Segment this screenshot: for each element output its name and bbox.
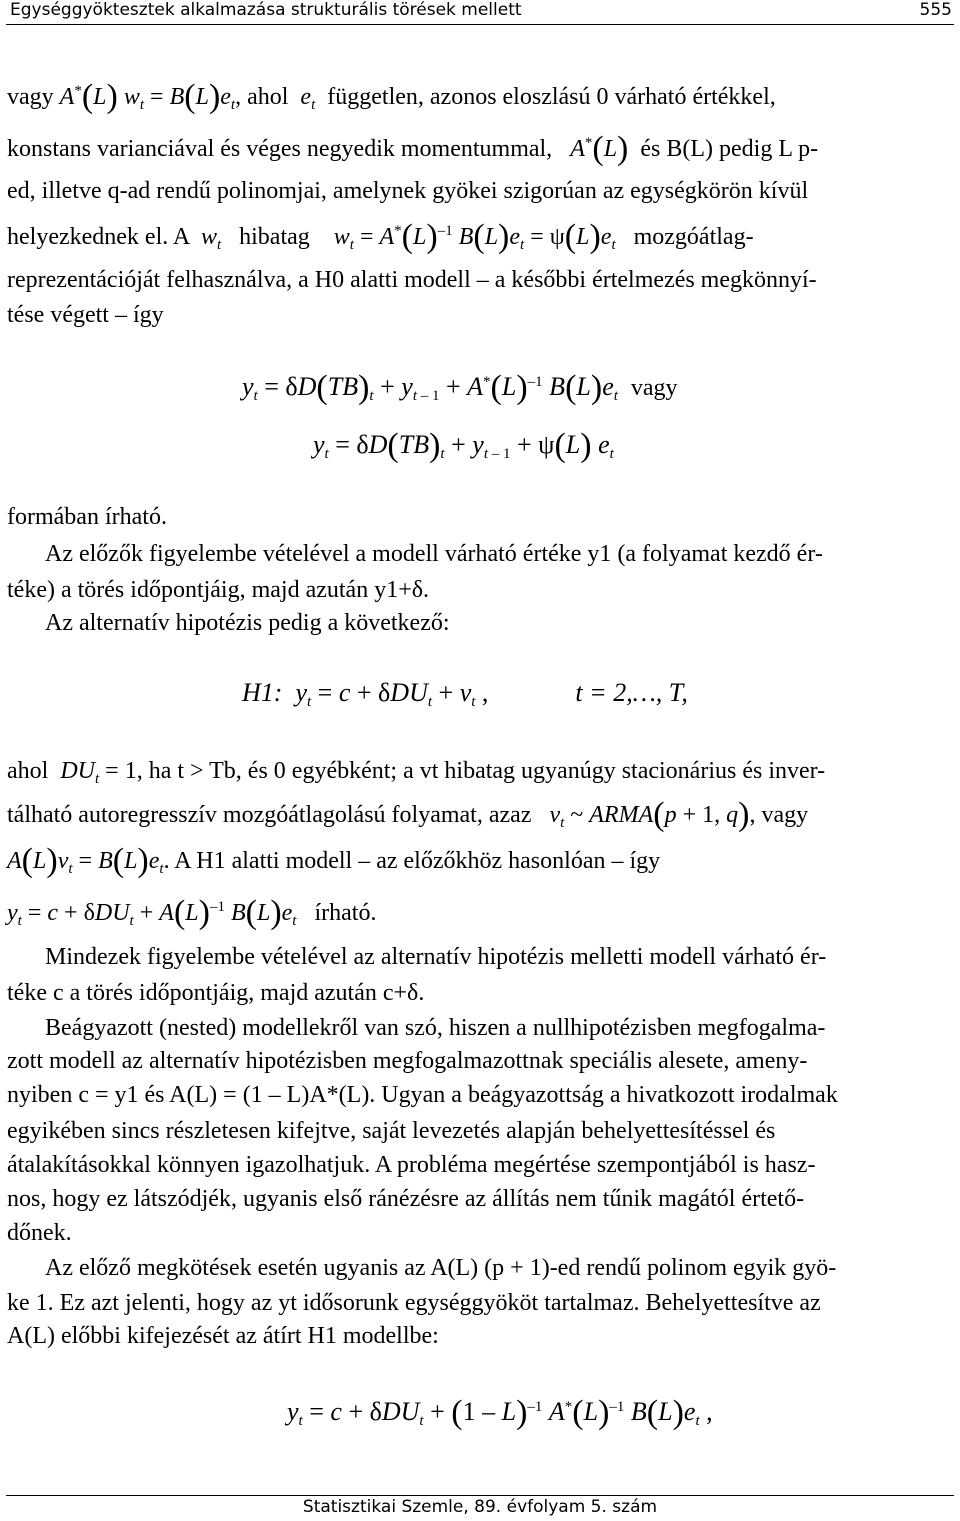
text-line: formában írható. <box>7 504 167 530</box>
formula: $e_t$ <box>300 84 316 113</box>
text-line: ke 1. Ez azt jelenti, hogy az yt idősorunk egységgyököt tartalmaz. Behelyettesítve az <box>7 1290 821 1316</box>
text-span: , ha t > Tb, és 0 egyébként; a vt hibatag ugyanúgy stacionárius és inver- <box>136 758 826 784</box>
text-line: nyiben c = y1 és A(L) = (1 – L)A*(L). Ugyan a beágyazottság a hivatkozott irodalmak <box>7 1082 838 1108</box>
text-line: téke c a törés időpontjáig, majd azután c+δ. <box>7 980 425 1006</box>
text-span: tálható autoregresszív mozgóátlagolású folyamat, azaz <box>7 802 532 828</box>
page-number: 555 <box>919 0 952 20</box>
text-line: ed, illetve q-ad rendű polinomjai, amelynek gyökei szigorúan az egységkörön kívül <box>7 178 809 204</box>
h1-range: t = 2,…, T, <box>575 678 688 707</box>
text-span: írható. <box>314 900 377 926</box>
equation-2: $y_t = \delta D(TB)_t + y_{t - 1} + \psi(L)$ $e_t$ <box>313 427 614 464</box>
text-line: Az alternatív hipotézis pedig a következő: <box>45 610 450 636</box>
text-line <box>7 894 953 931</box>
text-line <box>7 218 953 255</box>
text-span: konstans varianciával és véges negyedik momentummal, <box>7 136 553 162</box>
text-line: tése végett – így <box>7 302 164 328</box>
text-span: mozgóátlag- <box>633 224 754 250</box>
footer-rule <box>6 1495 954 1496</box>
text-line <box>7 842 953 879</box>
text-span: helyezkednek el. A <box>7 224 189 250</box>
text-line: téke) a törés időpontjáig, majd azután y1+δ. <box>7 577 430 603</box>
text-line: Beágyazott (nested) modellekről van szó, hiszen a nullhipotézisben megfogalma- <box>45 1015 826 1041</box>
text-line <box>7 78 953 115</box>
journal-name: Statisztikai Szemle, 89. évfolyam 5. szám <box>302 1497 658 1517</box>
text-span: független, azonos eloszlású 0 várható értékkel, <box>327 84 776 110</box>
h1-label: H1: <box>242 678 283 707</box>
text-line: nos, hogy ez látszódjék, ugyanis első ránézésre az állítás nem tűnik magától értető- <box>7 1186 805 1212</box>
formula: $v_t$ ~ ARMA(p + 1, q) <box>549 796 750 833</box>
formula: $DU_t = 1$ <box>60 758 137 787</box>
text-line <box>7 756 953 786</box>
text-span: vagy <box>630 375 678 401</box>
text-line: zott modell az alternatív hipotézisben megfogalmazottnak speciális alesete, ameny- <box>7 1048 808 1074</box>
text-line: egyikében sincs részletesen kifejtve, saját levezetés alapján behelyettesítéssel és <box>7 1118 776 1144</box>
equation-h1: H1: $y_t = c + \delta DU_t + v_t$ , t = 2,…, T, <box>242 678 688 710</box>
text-span: vagy <box>7 84 54 110</box>
header-rule <box>6 24 954 25</box>
text-span: ahol <box>7 758 49 784</box>
formula: A*(L) <box>570 130 629 167</box>
text-span: , vagy <box>749 802 809 828</box>
text-line <box>7 796 953 833</box>
text-line: reprezentációját felhasználva, a H0 alatti modell – a későbbi értelmezés megkönnyí- <box>7 267 817 293</box>
text-line: Az előző megkötések esetén ugyanis az A(L) (p + 1)-ed rendű polinom egyik gyö- <box>45 1255 837 1281</box>
running-header <box>0 0 960 22</box>
formula: $A(L)v_t = B(L)e_t$ <box>7 842 164 879</box>
text-span: , ahol <box>235 84 289 110</box>
running-footer <box>0 1495 960 1521</box>
text-line: átalakításokkal könnyen igazolhatjuk. A probléma megértése szempontjából is hasz- <box>7 1152 816 1178</box>
header-title: Egységgyöktesztek alkalmazása strukturális törések mellett <box>10 0 522 20</box>
text-span: hibatag <box>239 224 310 250</box>
formula: $w_t$ <box>200 224 222 253</box>
equation-1: $y_t = \delta D(TB)_t + y_{t - 1} + A^*(L)^{-1}$ $B(L)e_t$ vagy <box>242 369 678 406</box>
text-line: Az előzők figyelembe vételével a modell várható értéke y1 (a folyamat kezdő ér- <box>45 541 823 567</box>
formula: $w_t = A^*(L)^{-1}$ $B(L)e_t = \psi(L)e_t$ <box>333 218 616 255</box>
text-line <box>7 130 953 167</box>
text-line: Mindezek figyelembe vételével az alternatív hipotézis melletti modell várható ér- <box>45 944 827 970</box>
equation-final: $y_t = c + \delta DU_t + (1 - L)^{-1}$ $A^*(L)^{-1}$ $B(L)e_t$ , <box>287 1394 713 1431</box>
text-line: dőnek. <box>7 1220 72 1246</box>
formula: $y_t = c + \delta DU_t + A(L)^{-1}$ $B(L)e_t$ <box>7 894 297 931</box>
text-line: A(L) előbbi kifejezését az átírt H1 modellbe: <box>7 1323 439 1349</box>
text-span: és B(L) pedig L p- <box>640 136 819 162</box>
formula: A*(L) $w_t = B(L)e_t$ <box>59 78 236 115</box>
text-span: . A H1 alatti modell – az előzőkhöz hasonlóan – így <box>163 848 661 874</box>
